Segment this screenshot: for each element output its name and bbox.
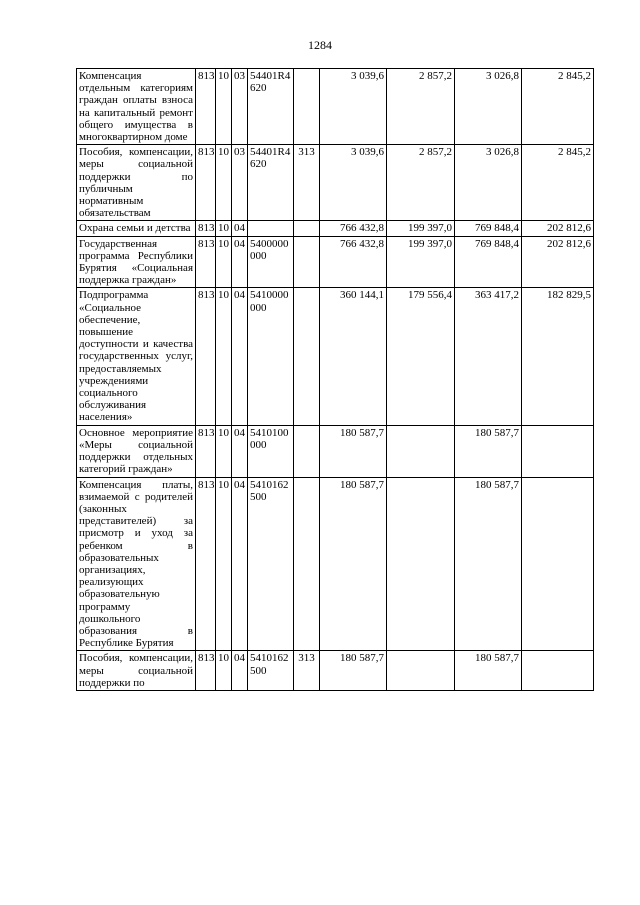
amount-cell: 769 848,4 [455, 236, 522, 288]
expense-type-code [294, 236, 320, 288]
section-code: 10 [216, 425, 232, 477]
table-row [77, 651, 594, 691]
expense-type-code: 313 [294, 145, 320, 221]
subsection-code: 03 [232, 69, 248, 145]
section-code: 10 [216, 651, 232, 691]
table-row [77, 236, 594, 288]
subsection-code: 04 [232, 236, 248, 288]
target-article-code: 5410000000 [248, 288, 294, 425]
expense-type-code [294, 288, 320, 425]
amount-cell: 199 397,0 [387, 236, 455, 288]
ministry-code: 813 [196, 288, 216, 425]
expense-type-code [294, 477, 320, 651]
target-article-code: 5400000000 [248, 236, 294, 288]
item-name: Основное мероприятие «Меры социальной поддержки отдельных категорий граждан» [77, 425, 196, 477]
expense-type-code: 313 [294, 651, 320, 691]
amount-cell: 179 556,4 [387, 288, 455, 425]
table-row [77, 477, 594, 651]
amount-cell: 202 812,6 [522, 221, 594, 236]
amount-cell: 360 144,1 [320, 288, 387, 425]
amount-cell: 2 857,2 [387, 145, 455, 221]
target-article-code: 54401R4620 [248, 69, 294, 145]
amount-cell: 180 587,7 [455, 477, 522, 651]
amount-cell [522, 425, 594, 477]
amount-cell: 180 587,7 [455, 425, 522, 477]
budget-table [76, 68, 594, 691]
ministry-code: 813 [196, 69, 216, 145]
amount-cell: 180 587,7 [320, 425, 387, 477]
amount-cell: 766 432,8 [320, 221, 387, 236]
section-code: 10 [216, 69, 232, 145]
subsection-code: 04 [232, 288, 248, 425]
amount-cell: 3 026,8 [455, 69, 522, 145]
amount-cell: 769 848,4 [455, 221, 522, 236]
ministry-code: 813 [196, 236, 216, 288]
ministry-code: 813 [196, 425, 216, 477]
target-article-code: 5410100000 [248, 425, 294, 477]
target-article-code: 5410162500 [248, 651, 294, 691]
amount-cell: 180 587,7 [320, 477, 387, 651]
expense-type-code [294, 221, 320, 236]
item-name: Компенсация платы, взимаемой с родителей (законных представителей) за присмотр и уход за ребенком в образовательных организациях, реализующих образовательную программу дошкольного образования в Республике Бурятия [77, 477, 196, 651]
amount-cell [522, 651, 594, 691]
table-row [77, 425, 594, 477]
target-article-code [248, 221, 294, 236]
section-code: 10 [216, 288, 232, 425]
amount-cell: 180 587,7 [455, 651, 522, 691]
amount-cell: 180 587,7 [320, 651, 387, 691]
section-code: 10 [216, 236, 232, 288]
amount-cell: 766 432,8 [320, 236, 387, 288]
amount-cell [387, 651, 455, 691]
table-row [77, 288, 594, 425]
amount-cell: 2 857,2 [387, 69, 455, 145]
expense-type-code [294, 69, 320, 145]
ministry-code: 813 [196, 221, 216, 236]
amount-cell [387, 477, 455, 651]
amount-cell: 182 829,5 [522, 288, 594, 425]
subsection-code: 04 [232, 477, 248, 651]
item-name: Компенсация отдельным категориям граждан оплаты взноса на капитальный ремонт общего имущества в многоквартирном доме [77, 69, 196, 145]
table-row [77, 221, 594, 236]
table-row [77, 145, 594, 221]
item-name: Пособия, компенсации, меры социальной поддержки по публичным нормативным обязательствам [77, 145, 196, 221]
page-number: 1284 [308, 38, 332, 52]
item-name: Подпрограмма «Социальное обеспечение, повышение доступности и качества государственных услуг, предоставляемых учреждениями социального обслуживания населения» [77, 288, 196, 425]
table-row [77, 69, 594, 145]
amount-cell: 3 039,6 [320, 69, 387, 145]
amount-cell [387, 425, 455, 477]
amount-cell: 199 397,0 [387, 221, 455, 236]
item-name: Государственная программа Республики Бурятия «Социальная поддержка граждан» [77, 236, 196, 288]
section-code: 10 [216, 221, 232, 236]
subsection-code: 04 [232, 651, 248, 691]
ministry-code: 813 [196, 145, 216, 221]
amount-cell: 2 845,2 [522, 69, 594, 145]
target-article-code: 54401R4620 [248, 145, 294, 221]
subsection-code: 04 [232, 425, 248, 477]
ministry-code: 813 [196, 477, 216, 651]
expense-type-code [294, 425, 320, 477]
amount-cell [522, 477, 594, 651]
ministry-code: 813 [196, 651, 216, 691]
item-name: Охрана семьи и детства [77, 221, 196, 236]
amount-cell: 3 026,8 [455, 145, 522, 221]
target-article-code: 5410162500 [248, 477, 294, 651]
section-code: 10 [216, 477, 232, 651]
amount-cell: 3 039,6 [320, 145, 387, 221]
amount-cell: 202 812,6 [522, 236, 594, 288]
subsection-code: 04 [232, 221, 248, 236]
amount-cell: 363 417,2 [455, 288, 522, 425]
subsection-code: 03 [232, 145, 248, 221]
amount-cell: 2 845,2 [522, 145, 594, 221]
section-code: 10 [216, 145, 232, 221]
item-name: Пособия, компенсации, меры социальной поддержки по [77, 651, 196, 691]
